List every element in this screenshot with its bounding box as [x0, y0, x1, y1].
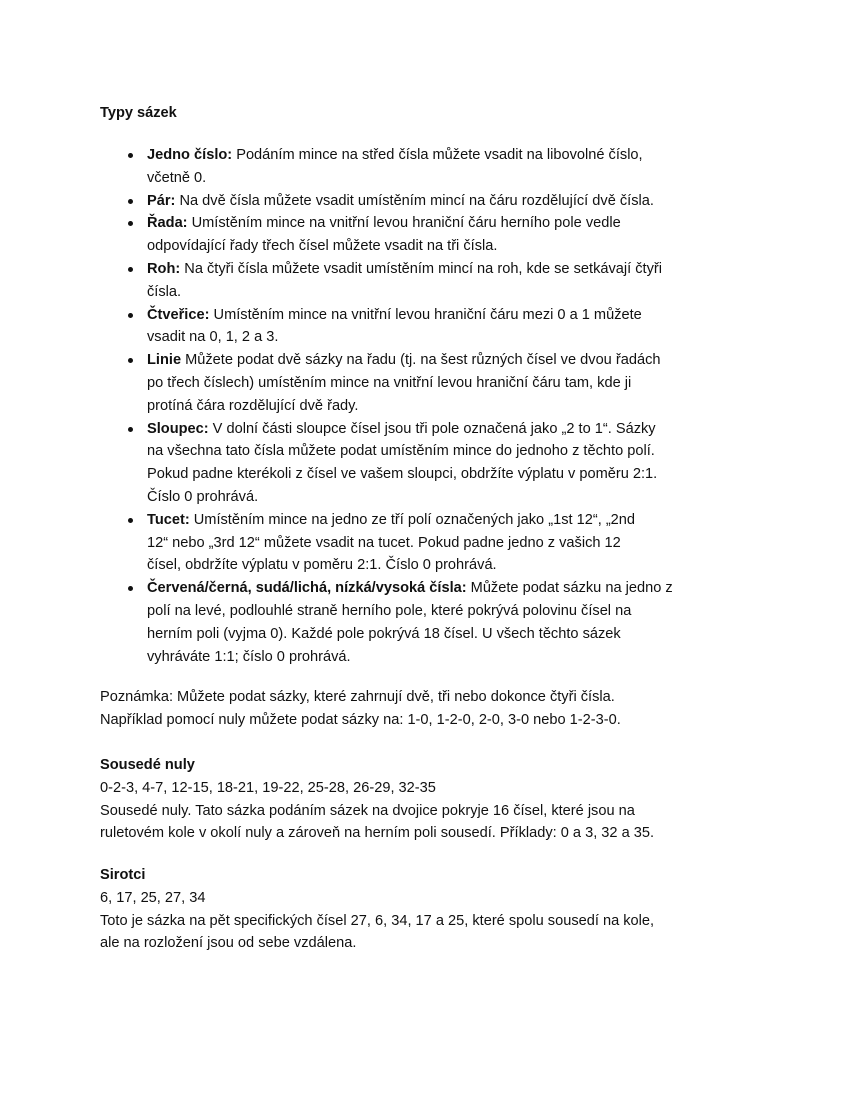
bet-type-label: Řada: — [147, 215, 188, 232]
bet-type-text: protíná čára rozdělující dvě řady. — [147, 397, 359, 414]
bet-type-text: včetně 0. — [147, 169, 207, 186]
bet-type-line — [147, 349, 673, 372]
note-paragraph — [100, 686, 621, 732]
bet-type-line — [147, 418, 673, 441]
bet-type-item — [100, 190, 673, 213]
bet-type-line — [147, 235, 673, 258]
note-line: Například pomocí nuly můžete podat sázky na: 1-0, 1-2-0, 2-0, 3-0 nebo 1-2-3-0. — [100, 711, 621, 728]
bullet-icon — [128, 153, 133, 158]
bet-type-item — [100, 212, 673, 258]
bullet-icon — [128, 267, 133, 272]
neighbours-section — [100, 754, 654, 845]
bet-type-text: polí na levé, podlouhlé straně herního pole, které pokrývá polovinu čísel na — [147, 602, 632, 619]
bet-type-line — [147, 440, 673, 463]
bet-type-text: Podáním mince na střed čísla můžete vsadit na libovolné číslo, — [232, 147, 643, 163]
bet-type-line — [147, 463, 673, 486]
bet-type-line — [147, 326, 673, 349]
bet-type-text: čísel, obdržíte výplatu v poměru 2:1. Číslo 0 prohrává. — [147, 557, 497, 574]
bet-type-text: Umístěním mince na jedno ze tří polí označených jako „1st 12“, „2nd — [189, 511, 636, 528]
bet-type-text: V dolní části sloupce čísel jsou tři pole označená jako „2 to 1“. Sázky — [208, 420, 656, 437]
bet-type-label: Linie — [147, 352, 182, 369]
bet-type-text: 12“ nebo „3rd 12“ můžete vsadit na tucet. Pokud padne jedno z vašich 12 — [147, 534, 621, 551]
bet-type-text: Na čtyři čísla můžete vsadit umístěním mincí na roh, kde se setkávají čtyři — [180, 260, 662, 277]
neighbours-text: Sousedé nuly. Tato sázka podáním sázek na dvojice pokryje 16 čísel, které jsou na — [100, 802, 635, 819]
orphans-text: Toto je sázka na pět specifických čísel 27, 6, 34, 17 a 25, které spolu sousedí na kole, — [100, 912, 655, 929]
bullet-icon — [128, 221, 133, 226]
bet-type-text: Umístěním mince na vnitřní levou hraniční čáru herního pole vedle — [187, 215, 621, 232]
bet-type-line — [147, 212, 673, 235]
bullet-icon — [128, 313, 133, 318]
section-heading-bet-types: Typy sázek — [100, 105, 177, 121]
orphans-heading: Sirotci — [100, 867, 146, 883]
bet-types-list — [100, 144, 673, 668]
bet-type-item — [100, 258, 673, 304]
bet-type-text: Číslo 0 prohrává. — [147, 488, 259, 505]
bet-type-line — [147, 532, 673, 555]
bullet-icon — [128, 199, 133, 204]
bet-type-label: Pár: — [147, 192, 176, 209]
bet-type-text: Můžete podat dvě sázky na řadu (tj. na šest různých čísel ve dvou řadách — [181, 352, 661, 369]
bet-type-line — [147, 646, 673, 669]
bet-type-line — [147, 281, 673, 304]
bet-type-label: Červená/černá, sudá/lichá, nízká/vysoká čísla: — [147, 580, 467, 597]
bet-type-line — [147, 577, 673, 600]
bet-type-line — [147, 600, 673, 623]
bet-type-text: vsadit na 0, 1, 2 a 3. — [147, 329, 279, 346]
bet-type-item — [100, 304, 673, 350]
bet-type-line — [147, 486, 673, 509]
bet-type-line — [147, 304, 673, 327]
bet-type-line — [147, 144, 673, 167]
bet-type-item — [100, 144, 673, 190]
bet-type-text: vyhráváte 1:1; číslo 0 prohrává. — [147, 648, 351, 665]
bullet-icon — [128, 518, 133, 523]
neighbours-numbers: 0-2-3, 4-7, 12-15, 18-21, 19-22, 25-28, 26-29, 32-35 — [100, 779, 436, 796]
bet-type-line — [147, 554, 673, 577]
bet-type-line — [147, 258, 673, 281]
bet-type-label: Sloupec: — [147, 420, 209, 437]
bet-type-label: Jedno číslo: — [147, 147, 233, 163]
bet-type-item — [100, 349, 673, 417]
bet-type-line — [147, 623, 673, 646]
bet-type-line — [147, 509, 673, 532]
bet-type-text: Pokud padne kterékoli z čísel ve vašem sloupci, obdržíte výplatu v poměru 2:1. — [147, 466, 658, 483]
neighbours-text: ruletovém kole v okolí nuly a zároveň na herním poli sousedí. Příklady: 0 a 3, 32 a 35. — [100, 825, 655, 842]
neighbours-heading: Sousedé nuly — [100, 757, 195, 773]
bet-type-line — [147, 167, 673, 190]
bet-type-text: Umístěním mince na vnitřní levou hraniční čáru mezi 0 a 1 můžete — [209, 306, 642, 323]
bet-type-label: Tucet: — [147, 511, 190, 528]
bullet-icon — [128, 586, 133, 591]
bet-type-item — [100, 577, 673, 668]
orphans-text: ale na rozložení jsou od sebe vzdálena. — [100, 935, 357, 952]
bet-type-text: herním poli (vyjma 0). Každé pole pokrývá 18 čísel. U všech těchto sázek — [147, 625, 621, 642]
bet-type-label: Čtveřice: — [147, 306, 210, 323]
bet-type-item — [100, 509, 673, 577]
bet-type-line — [147, 372, 673, 395]
bet-type-label: Roh: — [147, 260, 181, 277]
note-line: Poznámka: Můžete podat sázky, které zahrnují dvě, tři nebo dokonce čtyři čísla. — [100, 689, 615, 705]
bet-type-line — [147, 190, 673, 213]
bet-type-text: odpovídající řady třech čísel můžete vsadit na tři čísla. — [147, 238, 498, 255]
bullet-icon — [128, 427, 133, 432]
bet-type-text: Na dvě čísla můžete vsadit umístěním mincí na čáru rozdělující dvě čísla. — [175, 192, 654, 209]
bet-type-text: po třech číslech) umístěním mince na vnitřní levou hraniční čáru tam, kde ji — [147, 374, 632, 391]
bullet-icon — [128, 358, 133, 363]
bet-type-text: čísla. — [147, 283, 182, 300]
bet-type-text: na všechna tato čísla můžete podat umístěním mince do jednoho z těchto polí. — [147, 443, 655, 460]
orphans-section — [100, 864, 654, 955]
bet-type-line — [147, 395, 673, 418]
bet-type-text: Můžete podat sázku na jedno z — [466, 580, 673, 597]
bet-type-item — [100, 418, 673, 509]
orphans-numbers: 6, 17, 25, 27, 34 — [100, 889, 206, 906]
